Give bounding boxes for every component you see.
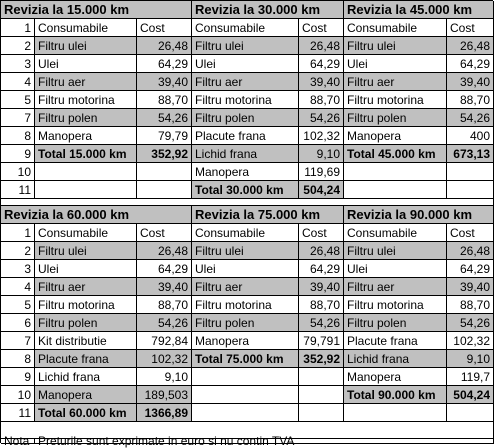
total-label[interactable]: Total 30.000 km (192, 181, 299, 199)
col-header-item[interactable]: Consumabile (35, 224, 137, 242)
table-cell-item[interactable]: Filtru ulei (344, 37, 447, 55)
title-r90[interactable]: Revizia la 90.000 km (344, 206, 494, 224)
table-cell-item[interactable]: Lichid frana (192, 145, 299, 163)
col-header-cost[interactable]: Cost (137, 19, 192, 37)
table-cell-item[interactable]: Ulei (192, 260, 299, 278)
table-cell-item[interactable]: Filtru polen (192, 314, 299, 332)
empty-cell[interactable] (447, 404, 494, 422)
table-cell-cost[interactable]: 88,70 (447, 91, 494, 109)
total-value[interactable]: 352,92 (299, 350, 344, 368)
table-cell-cost[interactable]: 189,503 (137, 386, 192, 404)
table-cell-cost[interactable]: 26,48 (299, 242, 344, 260)
col-header-item[interactable]: Consumabile (344, 224, 447, 242)
table-cell-item[interactable]: Placute frana (192, 127, 299, 145)
table-cell-item[interactable]: Filtru aer (344, 73, 447, 91)
row-index[interactable]: 1 (1, 224, 35, 242)
table-cell-item[interactable]: Filtru aer (192, 73, 299, 91)
table-cell-cost[interactable]: 26,48 (447, 242, 494, 260)
title-r75[interactable]: Revizia la 75.000 km (192, 206, 344, 224)
table-cell-cost[interactable]: 54,26 (299, 109, 344, 127)
empty-cell[interactable] (35, 163, 137, 181)
row-index[interactable]: 5 (1, 91, 35, 109)
table-cell-item[interactable]: Filtru polen (344, 314, 447, 332)
table-cell-cost[interactable]: 88,70 (137, 91, 192, 109)
total-value[interactable]: 352,92 (137, 145, 192, 163)
note-text[interactable]: Preturile sunt exprimate in euro si nu contin TVA (35, 439, 494, 444)
total-label[interactable]: Total 45.000 km (344, 145, 447, 163)
table-cell-item[interactable]: Filtru polen (344, 109, 447, 127)
row-index[interactable]: 11 (1, 181, 35, 199)
table-cell-item[interactable]: Filtru motorina (344, 296, 447, 314)
title-r15[interactable]: Revizia la 15.000 km (1, 1, 192, 19)
table-cell-cost[interactable]: 79,791 (299, 332, 344, 350)
col-header-cost[interactable]: Cost (447, 19, 494, 37)
row-index[interactable]: 7 (1, 109, 35, 127)
table-cell-item[interactable]: Filtru ulei (192, 37, 299, 55)
empty-cell[interactable] (35, 181, 137, 199)
table-cell-item[interactable]: Filtru motorina (344, 91, 447, 109)
row-index[interactable]: 8 (1, 350, 35, 368)
table-cell-cost[interactable]: 792,84 (137, 332, 192, 350)
table-cell-cost[interactable]: 88,70 (299, 296, 344, 314)
table-cell-cost[interactable]: 39,40 (299, 278, 344, 296)
row-index[interactable]: 6 (1, 314, 35, 332)
total-value[interactable]: 504,24 (299, 181, 344, 199)
table-cell-item[interactable]: Filtru ulei (35, 242, 137, 260)
spacer-row[interactable] (1, 199, 494, 206)
table-cell-item[interactable]: Filtru aer (192, 278, 299, 296)
table-cell-cost[interactable]: 102,32 (447, 332, 494, 350)
table-cell-item[interactable]: Ulei (35, 260, 137, 278)
col-header-item[interactable]: Consumabile (344, 19, 447, 37)
table-cell-cost[interactable]: 39,40 (447, 278, 494, 296)
note-label[interactable]: Nota (1, 439, 35, 444)
table-cell-cost[interactable]: 39,40 (299, 73, 344, 91)
table-cell-item[interactable]: Filtru aer (35, 73, 137, 91)
table-cell-item[interactable]: Filtru motorina (35, 91, 137, 109)
empty-cell[interactable] (344, 163, 447, 181)
table-cell-cost[interactable]: 54,26 (299, 314, 344, 332)
table-cell-item[interactable]: Manopera (192, 163, 299, 181)
table-cell-cost[interactable]: 102,32 (299, 127, 344, 145)
title-r60[interactable]: Revizia la 60.000 km (1, 206, 192, 224)
empty-cell[interactable] (299, 404, 344, 422)
table-cell-cost[interactable]: 64,29 (137, 55, 192, 73)
total-label[interactable]: Total 75.000 km (192, 350, 299, 368)
table-cell-item[interactable]: Filtru polen (192, 109, 299, 127)
table-cell-cost[interactable]: 54,26 (447, 314, 494, 332)
table-cell-cost[interactable]: 26,48 (137, 242, 192, 260)
row-index[interactable]: 7 (1, 332, 35, 350)
row-index[interactable]: 4 (1, 73, 35, 91)
row-index[interactable]: 2 (1, 242, 35, 260)
table-cell-item[interactable]: Filtru polen (35, 109, 137, 127)
total-value[interactable]: 1366,89 (137, 404, 192, 422)
col-header-item[interactable]: Consumabile (192, 19, 299, 37)
table-cell-cost[interactable]: 64,29 (299, 260, 344, 278)
table-cell-item[interactable]: Filtru motorina (192, 296, 299, 314)
row-index[interactable]: 11 (1, 404, 35, 422)
table-cell-cost[interactable]: 400 (447, 127, 494, 145)
table-cell-cost[interactable]: 54,26 (137, 314, 192, 332)
table-cell-cost[interactable]: 26,48 (447, 37, 494, 55)
title-r45[interactable]: Revizia la 45.000 km (344, 1, 494, 19)
empty-cell[interactable] (192, 368, 299, 386)
table-cell-item[interactable]: Manopera (344, 127, 447, 145)
table-cell-item[interactable]: Placute frana (35, 350, 137, 368)
table-cell-item[interactable]: Ulei (344, 55, 447, 73)
row-index[interactable]: 3 (1, 260, 35, 278)
empty-cell[interactable] (299, 386, 344, 404)
empty-cell[interactable] (344, 404, 447, 422)
total-label[interactable]: Total 60.000 km (35, 404, 137, 422)
table-cell-cost[interactable]: 79,79 (137, 127, 192, 145)
table-cell-cost[interactable]: 39,40 (137, 73, 192, 91)
table-cell-item[interactable]: Manopera (35, 386, 137, 404)
table-cell-cost[interactable]: 39,40 (137, 278, 192, 296)
table-cell-item[interactable]: Filtru ulei (344, 242, 447, 260)
empty-cell[interactable] (447, 181, 494, 199)
table-cell-cost[interactable]: 88,70 (299, 91, 344, 109)
table-cell-cost[interactable]: 102,32 (137, 350, 192, 368)
table-cell-cost[interactable]: 119,7 (447, 368, 494, 386)
total-value[interactable]: 673,13 (447, 145, 494, 163)
table-cell-item[interactable]: Placute frana (344, 332, 447, 350)
row-index[interactable]: 10 (1, 386, 35, 404)
row-index[interactable]: 2 (1, 37, 35, 55)
empty-cell[interactable] (299, 368, 344, 386)
table-cell-item[interactable]: Kit distributie (35, 332, 137, 350)
total-label[interactable]: Total 90.000 km (344, 386, 447, 404)
empty-cell[interactable] (447, 163, 494, 181)
empty-cell[interactable] (137, 181, 192, 199)
empty-cell[interactable] (192, 386, 299, 404)
col-header-cost[interactable]: Cost (299, 19, 344, 37)
col-header-cost[interactable]: Cost (299, 224, 344, 242)
table-cell-cost[interactable]: 119,69 (299, 163, 344, 181)
table-cell-item[interactable]: Lichid frana (35, 368, 137, 386)
total-value[interactable]: 504,24 (447, 386, 494, 404)
col-header-item[interactable]: Consumabile (192, 224, 299, 242)
total-label[interactable]: Total 15.000 km (35, 145, 137, 163)
table-cell-cost[interactable]: 26,48 (137, 37, 192, 55)
row-index[interactable]: 5 (1, 296, 35, 314)
table-cell-item[interactable]: Ulei (35, 55, 137, 73)
table-cell-item[interactable]: Lichid frana (344, 350, 447, 368)
table-cell-item[interactable]: Filtru motorina (35, 296, 137, 314)
table-cell-cost[interactable]: 54,26 (447, 109, 494, 127)
table-cell-cost[interactable]: 26,48 (299, 37, 344, 55)
table-cell-cost[interactable]: 64,29 (137, 260, 192, 278)
title-r30[interactable]: Revizia la 30.000 km (192, 1, 344, 19)
table-cell-cost[interactable]: 64,29 (299, 55, 344, 73)
table-cell-item[interactable]: Filtru aer (344, 278, 447, 296)
table-cell-cost[interactable]: 9,10 (137, 368, 192, 386)
table-cell-cost[interactable]: 88,70 (137, 296, 192, 314)
row-index[interactable]: 8 (1, 127, 35, 145)
empty-cell[interactable] (192, 404, 299, 422)
row-index[interactable]: 4 (1, 278, 35, 296)
empty-cell[interactable] (137, 163, 192, 181)
row-index[interactable]: 10 (1, 163, 35, 181)
col-header-cost[interactable]: Cost (447, 224, 494, 242)
table-cell-cost[interactable]: 9,10 (447, 350, 494, 368)
row-index[interactable]: 3 (1, 55, 35, 73)
col-header-item[interactable]: Consumabile (35, 19, 137, 37)
table-cell-item[interactable]: Manopera (344, 368, 447, 386)
table-cell-item[interactable]: Ulei (192, 55, 299, 73)
row-index[interactable]: 9 (1, 368, 35, 386)
table-cell-cost[interactable]: 9,10 (299, 145, 344, 163)
table-cell-item[interactable]: Filtru motorina (192, 91, 299, 109)
table-cell-cost[interactable]: 54,26 (137, 109, 192, 127)
table-cell-item[interactable]: Manopera (192, 332, 299, 350)
table-cell-cost[interactable]: 64,29 (447, 260, 494, 278)
table-cell-cost[interactable]: 39,40 (447, 73, 494, 91)
table-cell-cost[interactable]: 64,29 (447, 55, 494, 73)
row-index[interactable]: 9 (1, 145, 35, 163)
table-cell-item[interactable]: Filtru polen (35, 314, 137, 332)
col-header-cost[interactable]: Cost (137, 224, 192, 242)
table-cell-item[interactable]: Filtru ulei (192, 242, 299, 260)
table-cell-cost[interactable]: 88,70 (447, 296, 494, 314)
table-cell-item[interactable]: Ulei (344, 260, 447, 278)
row-index[interactable]: 1 (1, 19, 35, 37)
table-cell-item[interactable]: Filtru ulei (35, 37, 137, 55)
empty-cell[interactable] (344, 181, 447, 199)
table-cell-item[interactable]: Filtru aer (35, 278, 137, 296)
table-cell-item[interactable]: Manopera (35, 127, 137, 145)
